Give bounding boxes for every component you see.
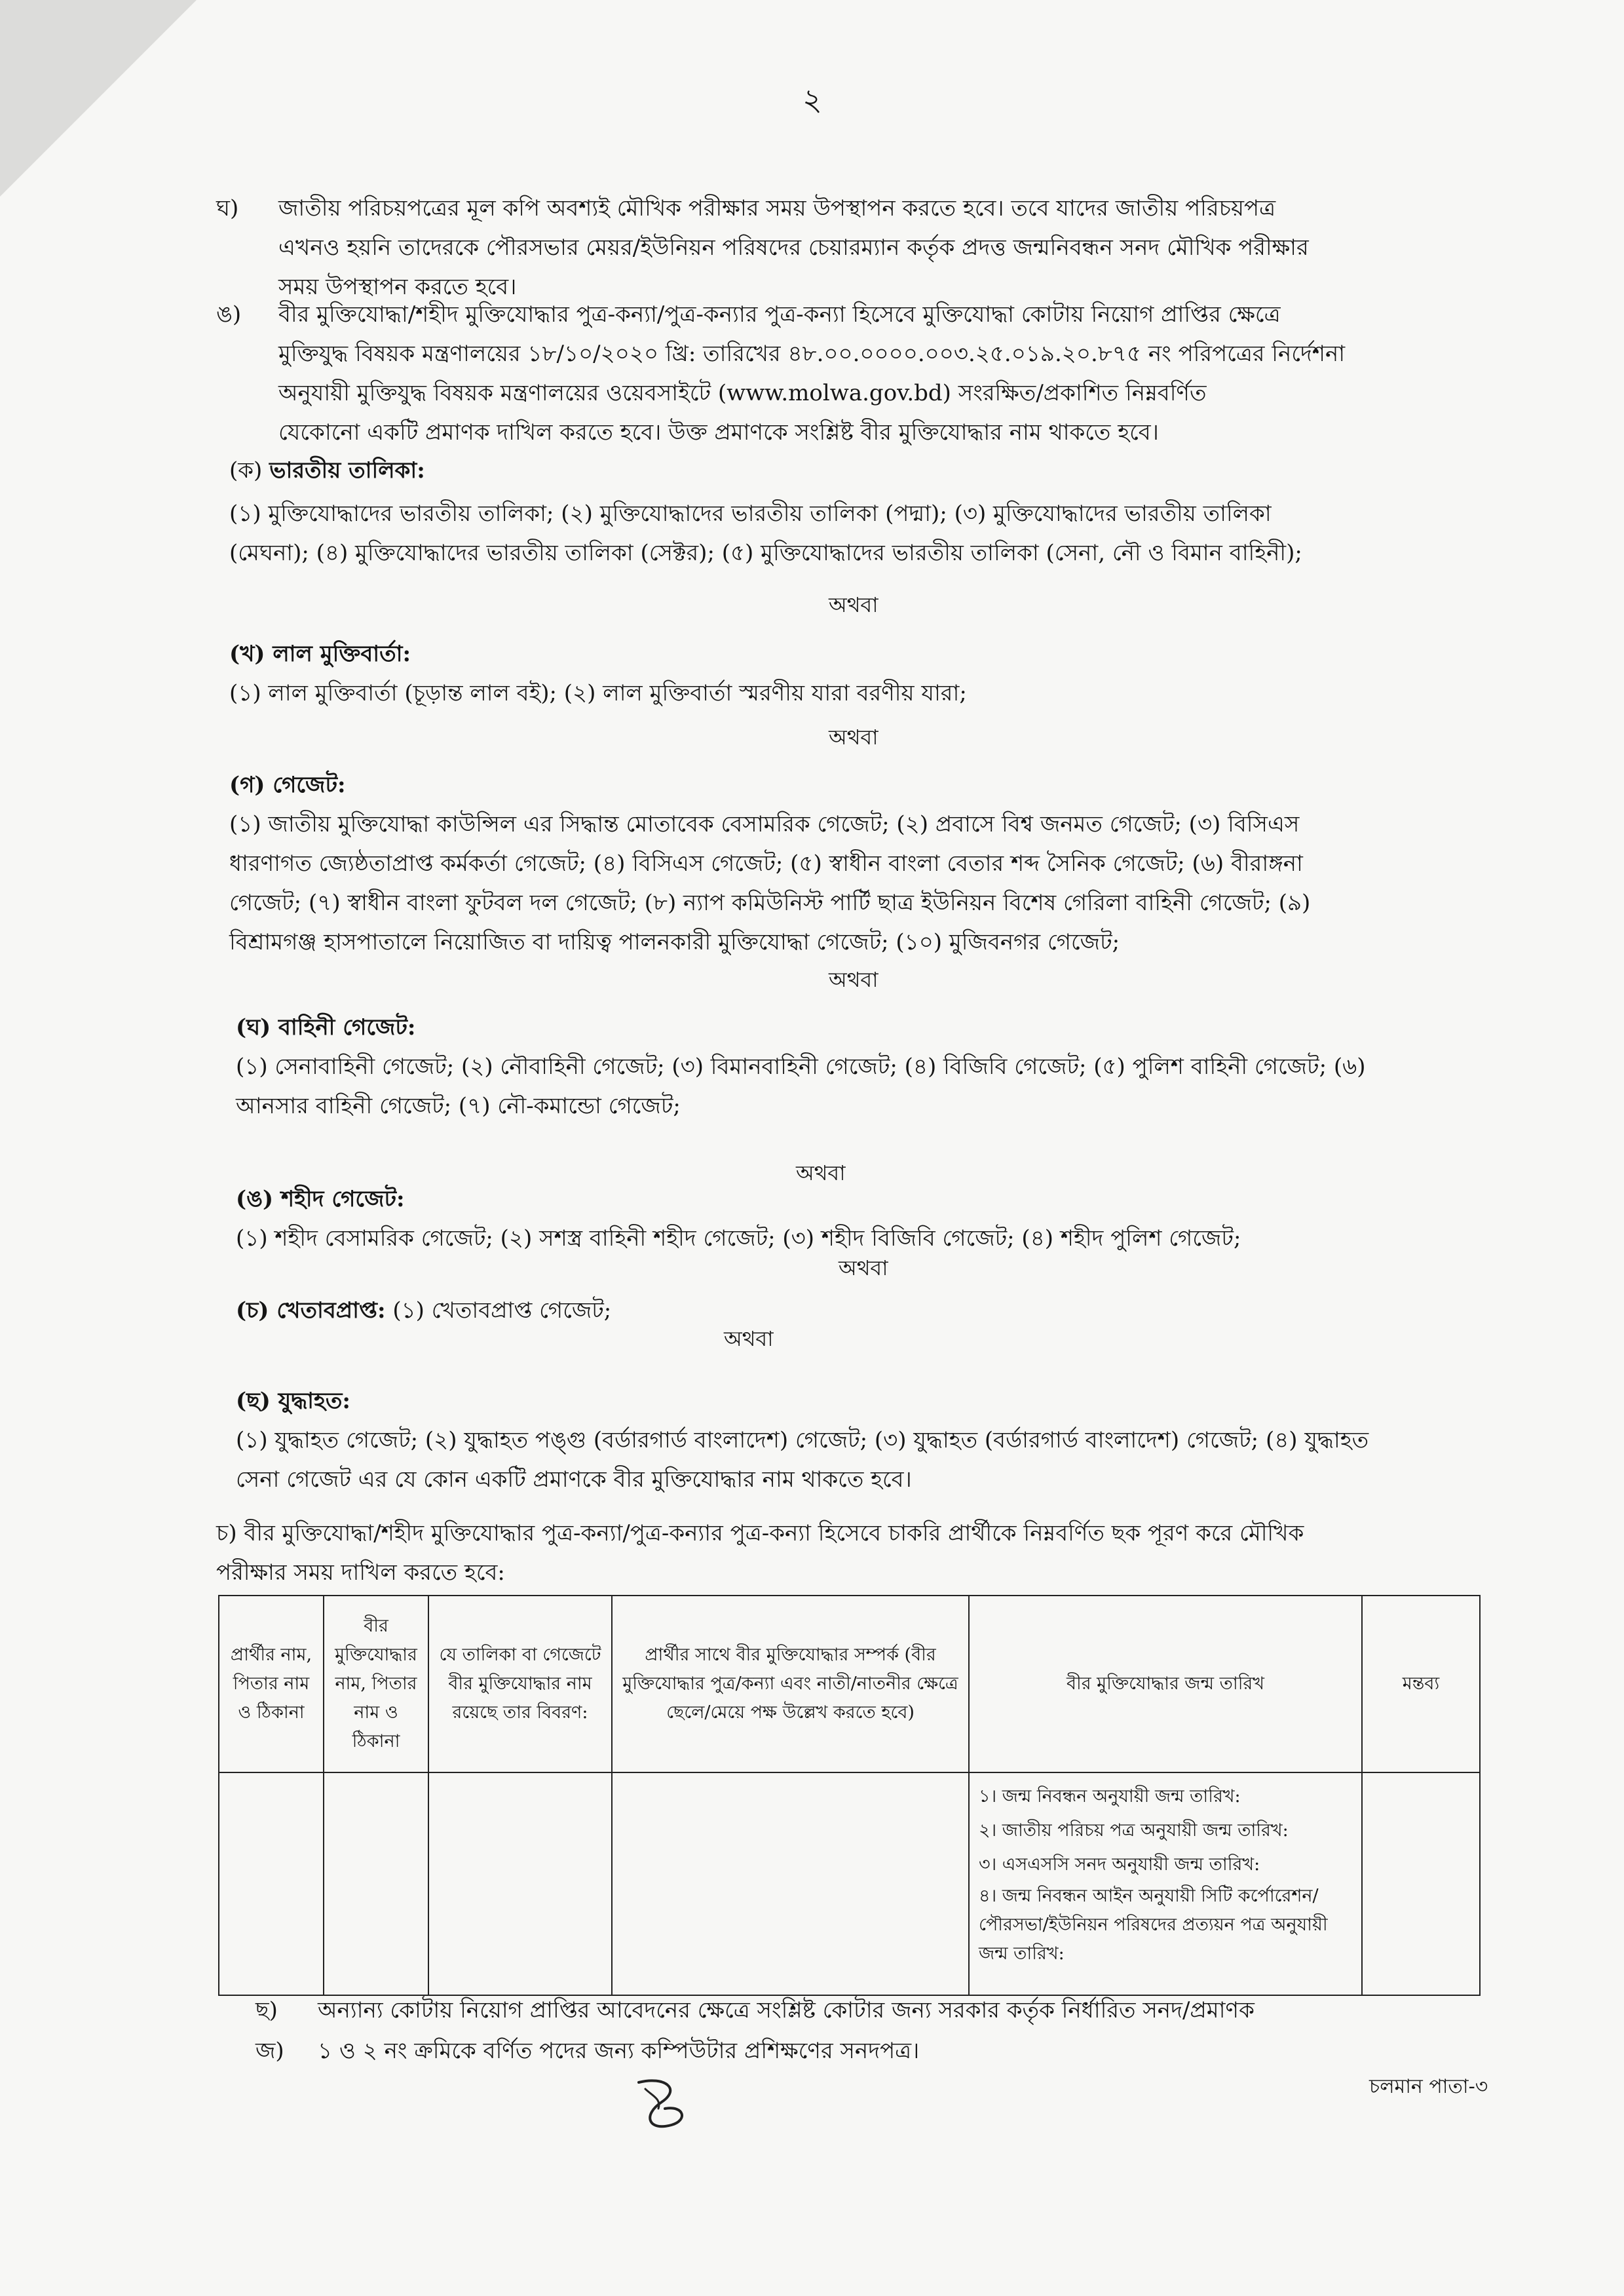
relation-cell[interactable] bbox=[612, 1772, 969, 1995]
section-kha-line: (১) লাল মুক্তিবার্তা (চূড়ান্ত লাল বই); (২) লাল মুক্তিবার্তা স্মরণীয় যারা বরণীয় যারা; bbox=[229, 680, 967, 706]
item-gha-marker: ঘ) bbox=[216, 195, 239, 221]
section-chha-line: (১) যুদ্ধাহত গেজেট; (২) যুদ্ধাহত পঙ্গু (বর্ডারগার্ড বাংলাদেশ) গেজেট; (৩) যুদ্ধাহত (বর্ডারগার্ড বাংলাদেশ) গেজেট; (৪) যুদ্ধাহত bbox=[236, 1427, 1369, 1453]
item-cha-form bbox=[216, 1514, 1477, 1592]
section-cha-text: (১) খেতাবপ্রাপ্ত গেজেট; bbox=[385, 1297, 612, 1324]
item-umo-marker: ঙ) bbox=[216, 301, 242, 328]
or-label: অথবা bbox=[829, 725, 878, 750]
table-header-cell: মন্তব্য bbox=[1362, 1596, 1480, 1772]
freedom-fighter-info-cell[interactable] bbox=[324, 1772, 428, 1995]
continued-page-note: চলমান পাতা-৩ bbox=[1369, 2075, 1488, 2098]
item-umo-line: যেকোনো একটি প্রমাণক দাখিল করতে হবে। উক্ত প্রমাণকে সংশ্লিষ্ট বীর মুক্তিযোদ্ধার নাম থাকতে হবে। bbox=[278, 419, 1159, 446]
section-kha-heading: (খ) লাল মুক্তিবার্তা: bbox=[229, 641, 411, 667]
section-gha2-line: (১) সেনাবাহিনী গেজেট; (২) নৌবাহিনী গেজেট; (৩) বিমানবাহিনী গেজেট; (৪) বিজিবি গেজেট; (৫) পুলিশ বাহিনী গেজেট; (৬) bbox=[236, 1054, 1366, 1080]
section-ga-line: (১) জাতীয় মুক্তিযোদ্ধা কাউন্সিল এর সিদ্ধান্ত মোতাবেক বেসামরিক গেজেট; (২) প্রবাসে বিশ্ব জনমত গেজেট; (৩) বিসিএস bbox=[229, 811, 1300, 837]
birth-date-item: ৩। এসএসসি সনদ অনুযায়ী জন্ম তারিখ: bbox=[979, 1854, 1260, 1875]
item-chha-text: অন্যান্য কোটায় নিয়োগ প্রাপ্তির আবেদনের ক্ষেত্রে সংশ্লিষ্ট কোটার জন্য সরকার কর্তৃক নির্ধারিত সনদ/প্রমাণক bbox=[318, 1997, 1255, 2023]
item-umo-line: বীর মুক্তিযোদ্ধা/শহীদ মুক্তিযোদ্ধার পুত্র-কন্যা/পুত্র-কন্যার পুত্র-কন্যা হিসেবে মুক্তিযোদ্ধা কোটায় নিয়োগ প্রাপ্তির ক্ষেত্রে bbox=[278, 301, 1281, 328]
table-header-cell: বীর মুক্তিযোদ্ধার নাম, পিতার নাম ও ঠিকানা bbox=[324, 1596, 428, 1772]
section-cha bbox=[236, 1291, 1022, 1330]
freedom-fighter-info-table bbox=[218, 1595, 1481, 1996]
table-header-row bbox=[219, 1596, 1480, 1772]
section-ka-heading: ভারতীয় তালিকা: bbox=[269, 457, 425, 484]
item-ja bbox=[255, 2031, 1477, 2071]
or-label: অথবা bbox=[796, 1160, 846, 1185]
birth-date-cell bbox=[969, 1772, 1362, 1995]
item-ja-text: ১ ও ২ নং ক্রমিকে বর্ণিত পদের জন্য কম্পিউটার প্রশিক্ষণের সনদপত্র। bbox=[318, 2038, 920, 2064]
item-umo bbox=[216, 295, 1477, 452]
or-label: অথবা bbox=[829, 967, 878, 992]
section-ka-line: (মেঘনা); (৪) মুক্তিযোদ্ধাদের ভারতীয় তালিকা (সেক্টর); (৫) মুক্তিযোদ্ধাদের ভারতীয় তালিকা (সেনা, নৌ ও বিমান বাহিনী); bbox=[229, 540, 1302, 566]
section-gha2-heading: (ঘ) বাহিনী গেজেট: bbox=[236, 1014, 416, 1041]
candidate-info-cell[interactable] bbox=[219, 1772, 324, 1995]
section-gha2 bbox=[236, 1008, 1477, 1126]
or-label: অথবা bbox=[724, 1326, 774, 1351]
section-kha bbox=[229, 634, 1477, 713]
item-gha bbox=[216, 189, 1477, 307]
item-umo-line: অনুযায়ী মুক্তিযুদ্ধ বিষয়ক মন্ত্রণালয়ের ওয়েবসাইটে (www.molwa.gov.bd) সংরক্ষিত/প্রকাশিত নিম্নবর্ণিত bbox=[278, 380, 1207, 406]
section-chha-heading: (ছ) যুদ্ধাহত: bbox=[236, 1388, 350, 1414]
section-ga-line: গেজেট; (৭) স্বাধীন বাংলা ফুটবল দল গেজেট; (৮) ন্যাপ কমিউনিস্ট পার্টি ছাত্র ইউনিয়ন বিশেষ গেরিলা বাহিনী গেজেট; (৯) bbox=[229, 890, 1311, 916]
item-cha-form-line: চ) বীর মুক্তিযোদ্ধা/শহীদ মুক্তিযোদ্ধার পুত্র-কন্যা/পুত্র-কন্যার পুত্র-কন্যা হিসেবে চাকরি প্রার্থীকে নিম্নবর্ণিত ছক পূরণ করে মৌখিক bbox=[216, 1520, 1304, 1546]
section-ga-line: ধারণাগত জ্যেষ্ঠতাপ্রাপ্ত কর্মকর্তা গেজেট; (৪) বিসিএস গেজেট; (৫) স্বাধীন বাংলা বেতার শব্দ সৈনিক গেজেট; (৬) বীরাঙ্গনা bbox=[229, 851, 1303, 877]
section-umo2-line: (১) শহীদ বেসামরিক গেজেট; (২) সশস্ত্র বাহিনী শহীদ গেজেট; (৩) শহীদ বিজিবি গেজেট; (৪) শহীদ পুলিশ গেজেট; bbox=[236, 1225, 1241, 1252]
signature-mark bbox=[626, 2069, 698, 2141]
item-chha bbox=[255, 1991, 1477, 2030]
item-gha-line: সময় উপস্থাপন করতে হবে। bbox=[278, 274, 517, 300]
item-ja-marker: জ) bbox=[255, 2038, 284, 2064]
section-umo2 bbox=[236, 1179, 1477, 1258]
table-row bbox=[219, 1772, 1480, 1995]
section-ga bbox=[229, 765, 1477, 962]
item-chha-marker: ছ) bbox=[255, 1997, 278, 2023]
table-header-cell: প্রার্থীর সাথে বীর মুক্তিযোদ্ধার সম্পর্ক (বীর মুক্তিযোদ্ধার পুত্র/কন্যা এবং নাতী/নাতনীর ক্ষেত্রে ছেলে/মেয়ে পক্ষ উল্লেখ করতে হবে) bbox=[612, 1596, 969, 1772]
list-gazette-cell[interactable] bbox=[428, 1772, 612, 1995]
or-label: অথবা bbox=[829, 592, 878, 617]
section-chha bbox=[236, 1381, 1477, 1499]
section-ka bbox=[229, 451, 1477, 573]
section-chha-line: সেনা গেজেট এর যে কোন একটি প্রমাণকে বীর মুক্তিযোদ্ধার নাম থাকতে হবে। bbox=[236, 1466, 912, 1493]
birth-date-item: ৪। জন্ম নিবন্ধন আইন অনুযায়ী সিটি কর্পোরেশন/পৌরসভা/ইউনিয়ন পরিষদের প্রত্যয়ন পত্র অনুযায়ী জন্ম তারিখ: bbox=[979, 1886, 1328, 1964]
section-ga-line: বিশ্রামগঞ্জ হাসপাতালে নিয়োজিত বা দায়িত্ব পালনকারী মুক্তিযোদ্ধা গেজেট; (১০) মুজিবনগর গেজেট; bbox=[229, 929, 1120, 955]
birth-date-item: ১। জন্ম নিবন্ধন অনুযায়ী জন্ম তারিখ: bbox=[979, 1786, 1241, 1807]
page-corner-fold bbox=[0, 0, 197, 197]
item-umo-line: মুক্তিযুদ্ধ বিষয়ক মন্ত্রণালয়ের ১৮/১০/২০২০ খ্রি: তারিখের ৪৮.০০.০০০০.০০৩.২৫.০১৯.২০.৮৭৫ নং পরিপত্রের নির্দেশনা bbox=[278, 341, 1346, 367]
table-header-cell: বীর মুক্তিযোদ্ধার জন্ম তারিখ bbox=[969, 1596, 1362, 1772]
section-umo2-heading: (ঙ) শহীদ গেজেট: bbox=[236, 1186, 405, 1212]
table-header-cell: প্রার্থীর নাম, পিতার নাম ও ঠিকানা bbox=[219, 1596, 324, 1772]
section-gha2-line: আনসার বাহিনী গেজেট; (৭) নৌ-কমান্ডো গেজেট; bbox=[236, 1093, 681, 1119]
or-label: অথবা bbox=[839, 1255, 888, 1280]
page-number: ২ bbox=[803, 82, 822, 117]
table-header-cell: যে তালিকা বা গেজেটে বীর মুক্তিযোদ্ধার নাম রয়েছে তার বিবরণ: bbox=[428, 1596, 612, 1772]
section-ka-prefix: (ক) bbox=[229, 457, 270, 484]
item-gha-line: এখনও হয়নি তাদেরকে পৌরসভার মেয়র/ইউনিয়ন পরিষদের চেয়ারম্যান কর্তৃক প্রদত্ত জন্মনিবন্ধন সনদ মৌখিক পরীক্ষার bbox=[278, 235, 1309, 261]
remarks-cell[interactable] bbox=[1362, 1772, 1480, 1995]
section-ga-heading: (গ) গেজেট: bbox=[229, 772, 346, 798]
item-gha-line: জাতীয় পরিচয়পত্রের মূল কপি অবশ্যই মৌখিক পরীক্ষার সময় উপস্থাপন করতে হবে। তবে যাদের জাতীয় পরিচয়পত্র bbox=[278, 195, 1276, 221]
section-ka-line: (১) মুক্তিযোদ্ধাদের ভারতীয় তালিকা; (২) মুক্তিযোদ্ধাদের ভারতীয় তালিকা (পদ্মা); (৩) মুক্তিযোদ্ধাদের ভারতীয় তালিকা bbox=[229, 501, 1272, 527]
section-cha-heading: (চ) খেতাবপ্রাপ্ত: bbox=[236, 1297, 386, 1324]
birth-date-item: ২। জাতীয় পরিচয় পত্র অনুযায়ী জন্ম তারিখ: bbox=[979, 1820, 1289, 1841]
item-cha-form-line: পরীক্ষার সময় দাখিল করতে হবে: bbox=[216, 1559, 505, 1586]
